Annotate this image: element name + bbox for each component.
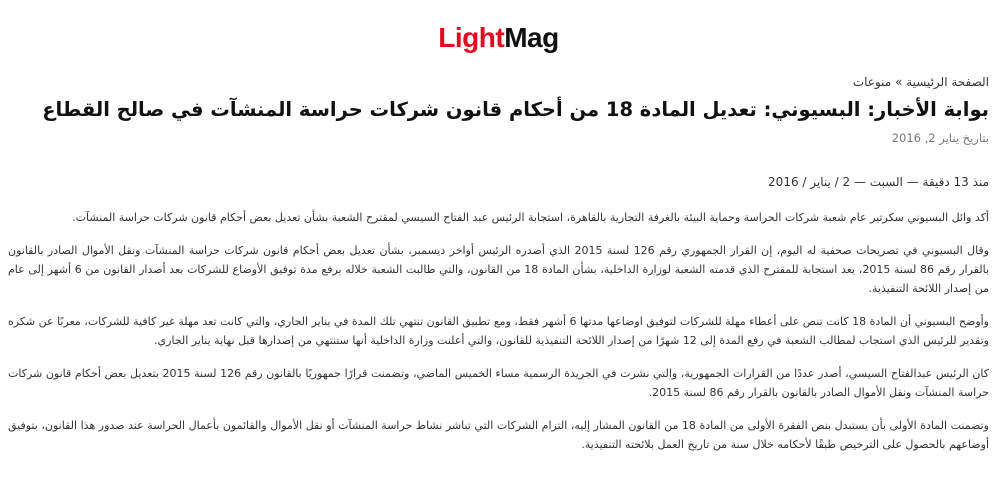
article-paragraph-4: كان الرئيس عبدالفتاح السيسي، أصدر عددًا من القرارات الجمهورية، والتي نشرت في الجريدة الرسمية مساء الخميس الماضي، وتضمنت قرارًا جمهوريًا بالقانون رقم 126 لسنة 2015 بتعديل بعض أحكام قانون شركات حراسة المنشآت ونقل الأموال الصادر بالقانون بالقرار رقم 86 لسنة 2015. [8,367,990,399]
article-meta-line: منذ 13 دقيقة — السبت — 2 / يناير / 2016 [768,175,989,189]
logo-mag-text: Mag [504,22,559,53]
article-content [8,70,989,468]
article-posted-date: بتاريخ يناير 2, 2016 [891,131,989,145]
article-title: بوابة الأخبار: البسيوني: تعديل المادة 18 من أحكام قانون شركات حراسة المنشآت في صالح القطاع [42,98,989,121]
breadcrumb-separator: » [895,75,903,89]
logo-light-text: Light [438,22,505,53]
article-paragraph-5: وتضمنت المادة الأولى بأن يستبدل بنص الفقرة الأولى من المادة 18 من القانون المشار إليه، التزام الشركات التي تباشر نشاط حراسة المنشآت أو نقل الأموال والقائمون بأعمال الحراسة عند صدور هذا القانون، بتوفيق أوضاعهم بالحصول على الترخيص طبقًا لأحكامه خلال سنة من تاريخ العمل بلائحته التنفيذية. [8,419,989,451]
breadcrumb-category: منوعات [852,75,892,89]
article-paragraph-2: وقال البسيوني في تصريحات صحفية له اليوم، إن القرار الجمهوري رقم 126 لسنة 2015 الذي أصدره الرئيس أواخر ديسمبر، بشأن تعديل بعض أحكام قانون شركات حراسة المنشآت ونقل الأموال الصادر بالقانون بالقرار رقم 86 لسنة 2015، يعد استجابة للمقترح الذي قدمته الشعبة لوزارة الداخلية، بشأن المادة 18 من القانون، والتي طالبت الشعبة خلاله برفع مدة توفيق الأوضاع للشركات بعد أصدار القانون من 6 أشهر إلى عام من إصدار اللائحة التنفيذية. [8,244,990,295]
site-logo[interactable] [0,22,997,54]
article-paragraph-3: وأوضح البسيوني أن المادة 18 كانت تنص على أعطاء مهلة للشركات لتوفيق اوضاعها مدتها 6 أشهر فقط، ومع تطبيق القانون تنتهي تلك المدة في يناير الجاري، والتي كانت تعد مهلة غير كافية للشركات، معربًا عن شكره وتقدير للرئيس الذي استجاب لمطالب الشعبة في رفع المدة إلى 12 شهرًا من إصدار اللائحة التنفيذية للقانون، والتي أعلنت وزارة الداخلية أنها ستنتهي من إصدارها قبل نهاية يناير الجاري. [8,315,989,347]
breadcrumb-home-link[interactable]: الصفحة الرئيسية [906,75,989,89]
article-paragraph-1: أكد وائل البسيوني سكرتير عام شعبة شركات الحراسة وحماية البيئة بالغرفة التجارية بالقاهرة، استجابة الرئيس عبد الفتاح السيسي لمقترح الشعبة بشأن تعديل بعض أحكام قانون شركات حراسة المنشآت. [72,211,989,224]
breadcrumb [8,74,989,90]
